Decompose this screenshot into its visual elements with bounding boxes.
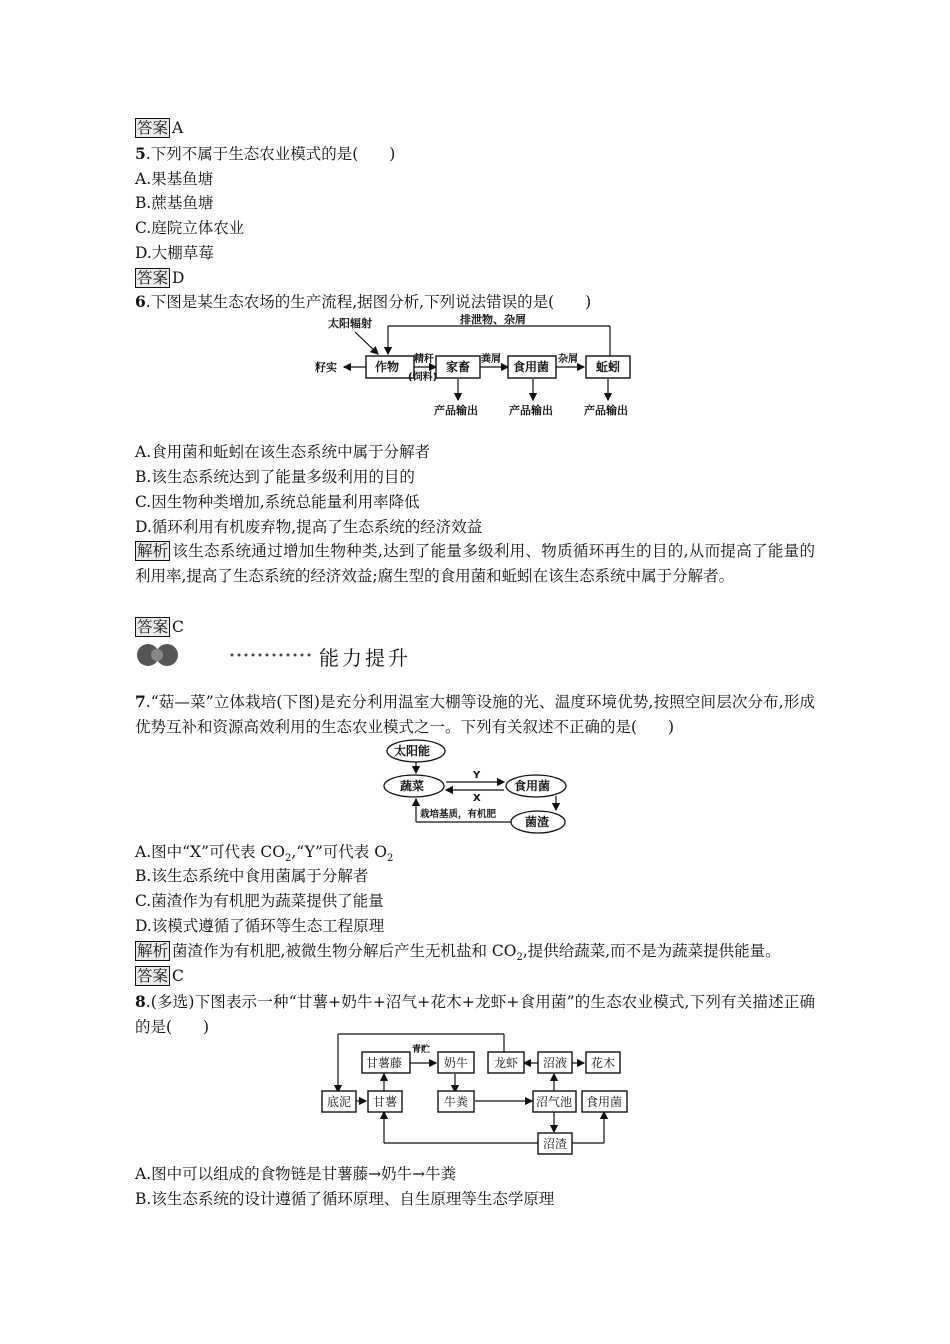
q6-analysis — [135, 539, 815, 589]
section-header — [133, 640, 533, 670]
livestock-label: 家畜 — [446, 360, 471, 374]
q5-option-c: C.庭院立体农业 — [135, 219, 245, 237]
q4-answer-line — [135, 118, 183, 138]
q5-stem-text: .下列不属于生态农业模式的是( ) — [145, 145, 396, 163]
excrement-label: 排泄物、杂屑 — [460, 314, 526, 326]
fungus-text: 食用菌 — [586, 1095, 623, 1109]
answer-tag: 答案 — [137, 618, 169, 636]
q6-option-c: C.因生物种类增加,系统总能量利用率降低 — [135, 493, 420, 511]
q5-answer-line — [135, 268, 184, 288]
q4-answer: A — [172, 119, 184, 137]
answer-tag: 答案 — [137, 269, 169, 287]
output-label-2: 产品输出 — [509, 404, 553, 417]
q7-answer: C — [172, 967, 184, 985]
section-title: 能力提升 — [319, 646, 411, 670]
q7-stem-text: .“菇—菜”立体栽培(下图)是充分利用温室大棚等设施的光、温度环境优势,按照空间层次分布,形成优势互补和资源高效利用的生态农业模式之一。下列有关叙述不正确的是( ) — [135, 693, 815, 736]
crop-label: 作物 — [375, 360, 400, 374]
q5-option-b: B.蔗基鱼塘 — [135, 194, 214, 212]
q6-answer-line — [135, 617, 184, 637]
vine-text: 甘薯藤 — [366, 1056, 403, 1070]
q7-option-a: A.图中“X”可代表 $CO_2,“Y$”可代表 $O_2$ — [135, 843, 394, 865]
q7-stem — [135, 689, 815, 740]
fungus-text: 食用菌 — [514, 779, 551, 793]
section-circles-icon — [133, 640, 193, 670]
silage-label: 青贮 — [412, 1045, 431, 1055]
veg-text: 蔬菜 — [400, 779, 425, 793]
analysis-tag: 解析 — [137, 942, 169, 960]
q6-option-b: B.该生态系统达到了能量多级利用的目的 — [135, 468, 415, 486]
q8-number: 8 — [135, 992, 146, 1011]
debris-label: 杂屑 — [558, 354, 578, 365]
residue-text: 沼渣 — [543, 1137, 568, 1151]
q7-option-c: C.菌渣作为有机肥为蔬菜提供了能量 — [135, 892, 384, 910]
analysis-tag: 解析 — [137, 542, 169, 560]
q6-option-a: A.食用菌和蚯蚓在该生态系统中属于分解者 — [135, 443, 431, 461]
slurry-text: 沼液 — [543, 1056, 568, 1070]
q6-stem — [135, 292, 591, 312]
sun-text: 太阳能 — [394, 744, 431, 758]
q5-option-d: D.大棚草莓 — [135, 244, 214, 262]
output-label-3: 产品输出 — [584, 404, 628, 417]
cow-text: 奶牛 — [444, 1056, 469, 1070]
x-label: X — [473, 793, 481, 804]
q6-analysis-text: 该生态系统通过增加生物种类,达到了能量多级利用、物质循环再生的目的,从而提高了能量的利用率,提高了生态系统的经济效益;腐生型的食用菌和蚯蚓在该生态系统中属于分解者。 — [135, 542, 815, 585]
output-label-1: 产品输出 — [434, 404, 478, 417]
q8-flow-diagram — [318, 1030, 638, 1158]
q6-flow-diagram — [300, 314, 650, 420]
dung-label: 粪屑 — [481, 354, 501, 365]
lobster-text: 龙虾 — [494, 1056, 519, 1070]
residue-text: 菌渣 — [525, 815, 550, 829]
worm-label: 蚯蚓 — [596, 360, 621, 374]
q5-number: 5 — [135, 144, 146, 163]
q6-answer: C — [172, 618, 184, 636]
q5-stem — [135, 144, 395, 164]
q8-option-b: B.该生态系统的设计遵循了循环原理、自生原理等生态学原理 — [135, 1190, 555, 1208]
pool-text: 沼气池 — [536, 1095, 573, 1109]
mud-text: 底泥 — [327, 1095, 352, 1109]
q7-cycle-diagram — [380, 738, 580, 838]
y-label: Y — [473, 770, 481, 781]
q7-option-d: D.该模式遵循了循环等生态工程原理 — [135, 917, 385, 935]
q8-option-a: A.图中可以组成的食物链是甘薯藤→奶牛→牛粪 — [135, 1165, 457, 1183]
q8-stem-text: .(多选)下图表示一种“甘薯+奶牛+沼气+花木+龙虾+食用菌”的生态农业模式,下列有关描述正确的是( ) — [135, 993, 815, 1036]
feed-label: (饲料) — [408, 372, 438, 383]
answer-tag: 答案 — [137, 967, 169, 985]
q6-stem-text: .下图是某生态农场的生产流程,据图分析,下列说法错误的是( ) — [145, 293, 592, 311]
q5-answer: D — [172, 269, 185, 287]
straw-label: 精秆 — [414, 354, 434, 365]
q7-option-b: B.该生态系统中食用菌属于分解者 — [135, 867, 369, 885]
q7-number: 7 — [135, 692, 146, 711]
potato-text: 甘薯 — [373, 1095, 398, 1109]
seed-label: 籽实 — [315, 361, 337, 374]
q7-answer-line — [135, 966, 184, 986]
fungus-label: 食用菌 — [513, 360, 550, 374]
q7-analysis: 解析 菌渣作为有机肥,被微生物分解后产生无机盐和 $CO_2$,提供给蔬菜,而不是为蔬菜提供能量。 — [137, 942, 781, 964]
substrate-label: 栽培基质，有机肥 — [420, 809, 497, 820]
q6-option-d: D.循环利用有机废弃物,提高了生态系统的经济效益 — [135, 518, 483, 536]
flower-text: 花木 — [591, 1056, 616, 1070]
q6-number: 6 — [135, 292, 146, 311]
section-dots — [229, 640, 319, 670]
sun-label: 太阳辐射 — [328, 317, 372, 330]
answer-tag: 答案 — [137, 119, 169, 137]
q5-option-a: A.果基鱼塘 — [135, 170, 214, 188]
dung-text: 牛粪 — [444, 1095, 469, 1109]
